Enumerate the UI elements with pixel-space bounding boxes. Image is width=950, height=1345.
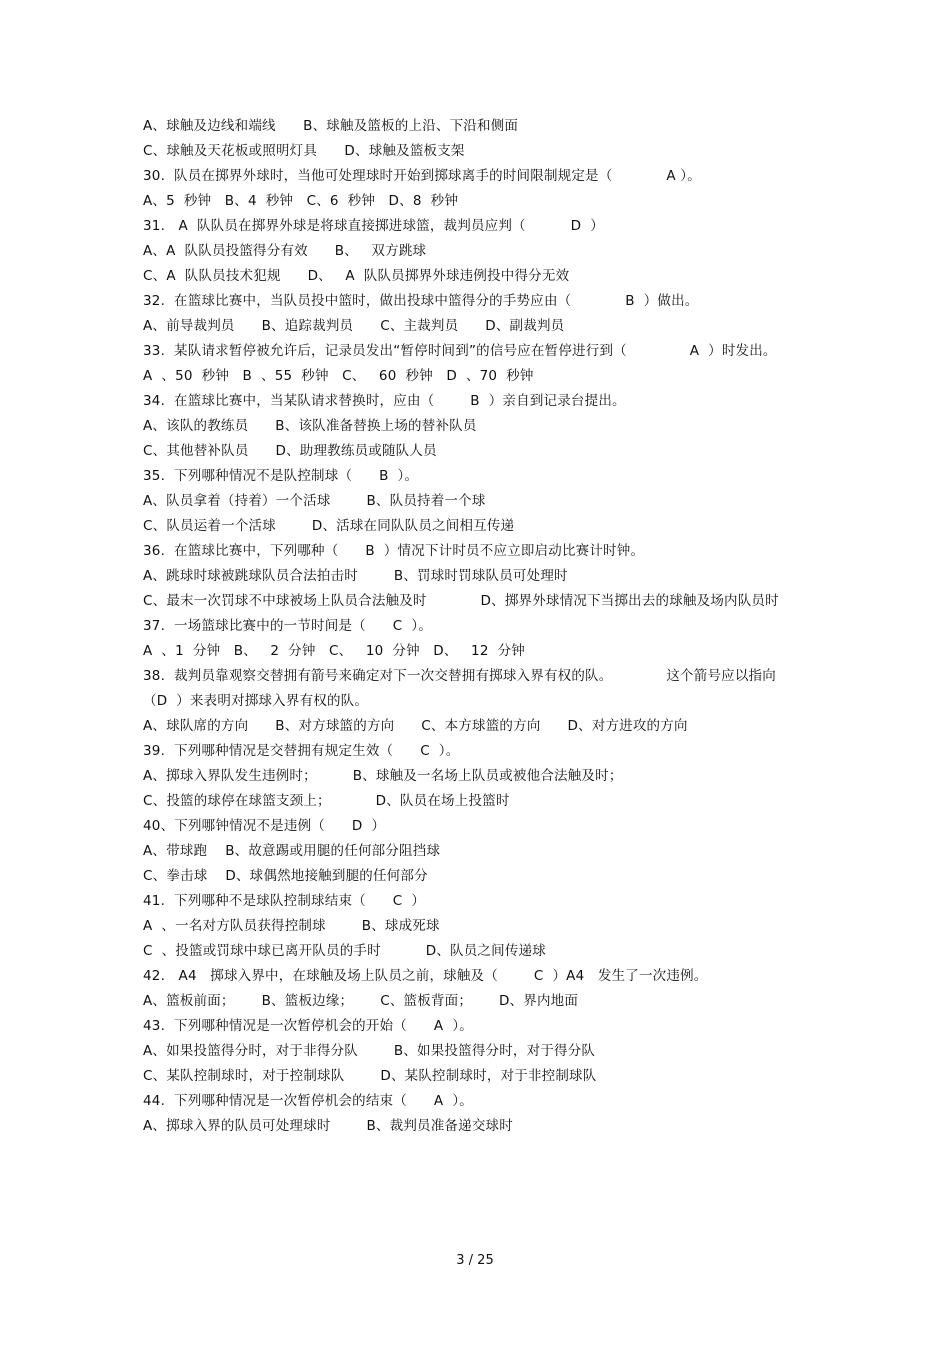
text-line: A、球触及边线和端线 B、球触及篮板的上沿、下沿和侧面 xyxy=(143,118,519,134)
text-line: 44. 下列哪种情况是一次暂停机会的结束（ A ）。 xyxy=(143,1093,473,1109)
text-line: 30. 队员在掷界外球时，当他可处理球时开始到掷球离手的时间限制规定是（ A ）。 xyxy=(143,168,701,184)
text-line: 42. A4 掷球入界中，在球触及场上队员之前，球触及（ C ）A4 发生了一次违例。 xyxy=(143,968,708,984)
text-line: A 、一名对方队员获得控制球 B、球成死球 xyxy=(143,918,440,934)
text-line: C、拳击球 D、球偶然地接触到腿的任何部分 xyxy=(143,868,428,884)
text-line: （D ）来表明对掷球入界有权的队。 xyxy=(143,693,369,709)
text-line: A、掷球入界的队员可处理球时 B、裁判员准备递交球时 xyxy=(143,1118,513,1134)
text-line: A 、1 分钟 B、 2 分钟 C、 10 分钟 D、 12 分钟 xyxy=(143,643,526,659)
text-line: 38. 裁判员靠观察交替拥有箭号来确定对下一次交替拥有掷球入界有权的队。 这个箭号应以指向 xyxy=(143,668,776,684)
text-line: A、如果投篮得分时，对于非得分队 B、如果投篮得分时，对于得分队 xyxy=(143,1043,596,1059)
text-line: C、投篮的球停在球篮支颈上； D、队员在场上投篮时 xyxy=(143,793,510,809)
text-line: A、A 队队员投篮得分有效 B、 双方跳球 xyxy=(143,243,427,259)
text-line: 33. 某队请求暂停被允许后，记录员发出“暂停时间到”的信号应在暂停进行到（ A ）时发出。 xyxy=(143,343,777,359)
text-line: 39. 下列哪种情况是交替拥有规定生效（ C ）。 xyxy=(143,743,460,759)
text-line: A 、50 秒钟 B 、55 秒钟 C、 60 秒钟 D 、70 秒钟 xyxy=(143,368,534,384)
text-line: 34. 在篮球比赛中，当某队请求替换时，应由（ B ）亲自到记录台提出。 xyxy=(143,393,626,409)
text-line: A、掷球入界队发生违例时； B、球触及一名场上队员或被他合法触及时； xyxy=(143,768,623,784)
text-line: 31. A 队队员在掷界外球是将球直接掷进球篮，裁判员应判（ D ） xyxy=(143,218,604,234)
text-line: 40、下列哪钟情况不是违例（ D ） xyxy=(143,818,386,834)
text-line: A、该队的教练员 B、该队准备替换上场的替补队员 xyxy=(143,418,477,434)
text-line: 37. 一场篮球比赛中的一节时间是（ C ）。 xyxy=(143,618,433,634)
text-line: C、队员运着一个活球 D、活球在同队队员之间相互传递 xyxy=(143,518,515,534)
text-line: A、队员拿着（持着）一个活球 B、队员持着一个球 xyxy=(143,493,486,509)
text-line: C、某队控制球时，对于控制球队 D、某队控制球时，对于非控制球队 xyxy=(143,1068,597,1084)
text-line: 41. 下列哪种不是球队控制球结束（ C ） xyxy=(143,893,426,909)
text-line: C、球触及天花板或照明灯具 D、球触及篮板支架 xyxy=(143,143,465,159)
text-line: C、A 队队员技术犯规 D、 A 队队员掷界外球违例投中得分无效 xyxy=(143,268,570,284)
text-line: C、其他替补队员 D、助理教练员或随队人员 xyxy=(143,443,437,459)
text-line: 35. 下列哪种情况不是队控制球（ B ）。 xyxy=(143,468,419,484)
text-line: A、跳球时球被跳球队员合法拍击时 B、罚球时罚球队员可处理时 xyxy=(143,568,568,584)
text-line: A、带球跑 B、故意踢或用腿的任何部分阻挡球 xyxy=(143,843,441,859)
text-line: 36. 在篮球比赛中，下列哪种（ B ）情况下计时员不应立即启动比赛计时钟。 xyxy=(143,543,645,559)
page-number: 3 / 25 xyxy=(456,1253,494,1268)
text-line: 43. 下列哪种情况是一次暂停机会的开始（ A ）。 xyxy=(143,1018,473,1034)
text-line: C、最末一次罚球不中球被场上队员合法触及时 D、掷界外球情况下当掷出去的球触及场内队员时 xyxy=(143,593,779,609)
question-list xyxy=(143,118,808,1143)
text-line: 32. 在篮球比赛中，当队员投中篮时，做出投球中篮得分的手势应由（ B ）做出。 xyxy=(143,293,699,309)
text-line: C 、投篮或罚球中球已离开队员的手时 D、队员之间传递球 xyxy=(143,943,546,959)
text-line: A、球队席的方向 B、对方球篮的方向 C、本方球篮的方向 D、对方进攻的方向 xyxy=(143,718,688,734)
text-line: A、5 秒钟 B、4 秒钟 C、6 秒钟 D、8 秒钟 xyxy=(143,193,459,209)
text-line: A、前导裁判员 B、追踪裁判员 C、主裁判员 D、副裁判员 xyxy=(143,318,565,334)
text-line: A、篮板前面； B、篮板边缘； C、篮板背面； D、界内地面 xyxy=(143,993,579,1009)
